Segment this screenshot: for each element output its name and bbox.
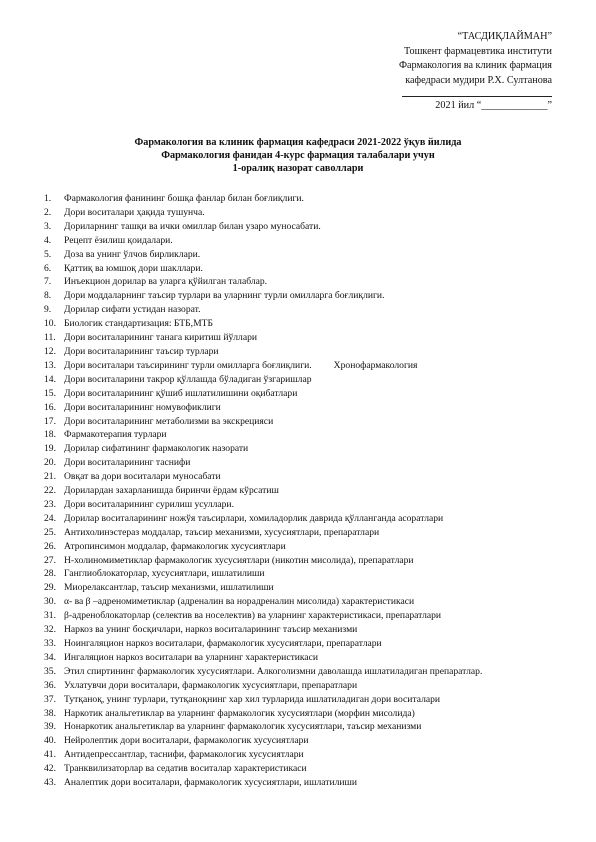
list-item bbox=[44, 303, 552, 317]
question-text bbox=[64, 248, 552, 262]
title-line-2: Фармакология фанидан 4-курс фармация талабалари учун bbox=[161, 150, 435, 161]
question-number: 15. bbox=[44, 387, 56, 399]
question-text-main: Н-холиномиметиклар фармакологик хусусиятлари (никотин мисолида), препаратлари bbox=[64, 554, 414, 566]
question-number: 33. bbox=[44, 638, 56, 649]
list-item bbox=[44, 470, 552, 484]
question-number: 1. bbox=[44, 193, 52, 204]
list-item bbox=[44, 595, 552, 609]
question-text-main: Дори воситаларини такрор қўллашда бўладиган ўзгаришлар bbox=[64, 373, 312, 385]
question-text-main: Дори воситаларининг сурилиш усуллари. bbox=[64, 498, 234, 510]
question-number: 5. bbox=[44, 248, 52, 260]
question-text-main: Транквилизаторлар ва седатив воситалар характеристикаси bbox=[64, 763, 307, 775]
list-item bbox=[44, 428, 552, 442]
question-text bbox=[64, 623, 552, 637]
question-text-main: Дорилар сифатининг фармакологик назорати bbox=[64, 443, 249, 455]
list-item bbox=[44, 373, 552, 387]
question-text-main: Дориларнинг ташқи ва ички омиллар билан узаро муносабати. bbox=[64, 220, 321, 232]
question-text-main: Дори воситаларининг танага киритиш йўллари bbox=[64, 332, 258, 344]
question-text-main: Овқат ва дори воситалари муносабати bbox=[64, 471, 221, 483]
question-text-main: Ухлатувчи дори воситалари, фармакологик хусусиятлари, препаратлари bbox=[64, 679, 358, 691]
question-number: 26. bbox=[44, 540, 56, 552]
question-text bbox=[64, 679, 552, 693]
question-text bbox=[64, 554, 552, 568]
list-item bbox=[44, 707, 552, 721]
question-text bbox=[64, 484, 552, 498]
question-text-main: Дори воситаларининг қўшиб ишлатилишини оқибатлари bbox=[64, 387, 298, 399]
question-text bbox=[64, 275, 552, 289]
question-number: 32. bbox=[44, 624, 56, 636]
question-number: 9. bbox=[44, 304, 52, 316]
question-text-main: Дори моддаларнинг таъсир турлари ва уларнинг турли омилларга боғлиқлиги. bbox=[64, 290, 385, 302]
question-number: 34. bbox=[44, 651, 56, 663]
list-item bbox=[44, 665, 552, 679]
question-text bbox=[64, 651, 552, 665]
question-number: 22. bbox=[44, 485, 56, 497]
question-text-main: Аналептик дори воситалари, фармакологик хусусиятлари, ишлатилиши bbox=[64, 777, 358, 789]
question-text-main: Антидепрессантлар, таснифи, фармакологик хусусиятлари bbox=[64, 749, 304, 761]
list-item bbox=[44, 192, 552, 206]
list-item bbox=[44, 679, 552, 693]
question-number: 8. bbox=[44, 290, 52, 302]
question-text-main: β-адреноблокаторлар (селектив ва носелектив) ва уларнинг характеристикаси, препаратлари bbox=[64, 610, 442, 622]
list-item bbox=[44, 651, 552, 665]
question-text bbox=[64, 234, 552, 248]
question-number: 40. bbox=[44, 735, 56, 747]
list-item bbox=[44, 526, 552, 540]
question-text bbox=[64, 609, 552, 623]
question-text bbox=[64, 401, 552, 415]
list-item bbox=[44, 234, 552, 248]
approval-department: Фармакология ва клиник фармация bbox=[398, 60, 552, 71]
question-text-main: Ноингаляцион наркоз воситалари, фармакологик хусусиятлари, препаратлари bbox=[64, 638, 382, 649]
question-text-main: Ингаляцион наркоз воситалари ва уларнинг характеристикаси bbox=[64, 651, 319, 663]
question-text bbox=[64, 456, 552, 470]
list-item bbox=[44, 206, 552, 220]
approval-head: кафедраси мудири Р.Х. Султанова bbox=[405, 74, 552, 86]
list-item bbox=[44, 415, 552, 429]
question-text-main: Дорилар сифати устидан назорат. bbox=[64, 304, 201, 316]
question-text bbox=[64, 387, 552, 401]
question-text-main: Атропинсимон моддалар, фармакологик хусусиятлари bbox=[64, 540, 286, 552]
question-text-main: Антихолинэстераз моддалар, таъсир механизми, хусусиятлари, препаратлари bbox=[64, 526, 380, 538]
question-text-main: Дори воситаларининг номувофиклиги bbox=[64, 401, 221, 413]
list-item bbox=[44, 762, 552, 776]
question-number: 4. bbox=[44, 234, 52, 246]
question-number: 39. bbox=[44, 721, 56, 733]
question-number: 31. bbox=[44, 610, 56, 622]
list-item bbox=[44, 567, 552, 581]
question-number: 37. bbox=[44, 693, 56, 705]
question-text bbox=[64, 665, 552, 679]
question-text bbox=[64, 637, 552, 651]
approval-date: 2021 йил “_____________” bbox=[435, 100, 552, 111]
list-item bbox=[44, 484, 552, 498]
question-text-main: Наркоз ва унинг босқичлари, наркоз воситаларининг таъсир механизми bbox=[64, 624, 358, 636]
question-text-main: Фармакология фанининг бошқа фанлар билан боғлиқлиги. bbox=[64, 193, 304, 204]
question-text bbox=[64, 748, 552, 762]
question-number: 11. bbox=[44, 332, 56, 344]
list-item bbox=[44, 220, 552, 234]
question-number: 30. bbox=[44, 596, 56, 608]
list-item bbox=[44, 387, 552, 401]
list-item bbox=[44, 275, 552, 289]
question-number: 16. bbox=[44, 401, 56, 413]
question-text-main: Этил спиртининг фармакологик хусусиятлари. Алкоголизмни даволашда ишлатиладиган препаратлар. bbox=[64, 665, 483, 677]
question-text bbox=[64, 373, 552, 387]
question-number: 12. bbox=[44, 345, 56, 357]
question-number: 25. bbox=[44, 526, 56, 538]
question-number: 21. bbox=[44, 471, 56, 483]
approval-heading: “ТАСДИҚЛАЙМАН” bbox=[457, 31, 552, 42]
document-title bbox=[60, 136, 536, 175]
list-item bbox=[44, 776, 552, 790]
question-number: 3. bbox=[44, 220, 52, 232]
question-number: 13. bbox=[44, 359, 56, 371]
question-number: 19. bbox=[44, 443, 56, 455]
question-number: 27. bbox=[44, 554, 56, 566]
question-text bbox=[64, 776, 552, 790]
question-number: 17. bbox=[44, 415, 56, 427]
question-text bbox=[64, 693, 552, 707]
question-text-main: Ганглиоблокаторлар, хусусиятлари, ишлатилиши bbox=[64, 568, 265, 580]
question-number: 24. bbox=[44, 512, 56, 524]
title-line-3: 1-оралиқ назорат саволлари bbox=[232, 163, 364, 174]
question-number: 35. bbox=[44, 665, 56, 677]
question-text bbox=[64, 540, 552, 554]
question-text bbox=[64, 317, 552, 331]
question-text bbox=[64, 428, 552, 442]
list-item bbox=[44, 498, 552, 512]
question-number: 10. bbox=[44, 318, 56, 330]
list-item bbox=[44, 554, 552, 568]
question-text-main: Наркотик анальгетиклар ва уларнинг фармакологик хусусиятлари (морфин мисолида) bbox=[64, 707, 415, 719]
question-text-main: Доза ва унинг ўлчов бирликлари. bbox=[64, 248, 201, 260]
question-text bbox=[64, 359, 552, 373]
question-text-main: Рецепт ёзилиш қоидалари. bbox=[64, 234, 173, 246]
question-text-main: Фармакотерапия турлари bbox=[64, 429, 167, 441]
question-text bbox=[64, 581, 552, 595]
question-text bbox=[64, 206, 552, 220]
question-number: 6. bbox=[44, 262, 52, 274]
list-item bbox=[44, 609, 552, 623]
list-item bbox=[44, 345, 552, 359]
question-number: 23. bbox=[44, 498, 56, 510]
title-line-1: Фармакология ва клиник фармация кафедраси 2021-2022 ўқув йилида bbox=[134, 137, 462, 148]
question-text bbox=[64, 331, 552, 345]
question-text bbox=[64, 470, 552, 484]
question-text bbox=[64, 720, 552, 734]
list-item bbox=[44, 331, 552, 345]
list-item bbox=[44, 456, 552, 470]
list-item bbox=[44, 581, 552, 595]
list-item bbox=[44, 623, 552, 637]
list-item bbox=[44, 512, 552, 526]
list-item bbox=[44, 734, 552, 748]
signature-line bbox=[402, 88, 552, 97]
question-text-main: Нонаркотик анальгетиклар ва уларнинг фармакологик хусусиятлари, таъсир механизми bbox=[64, 721, 422, 733]
question-text-main: Дорилар воситаларининг ножўя таъсирлари, хомиладорлик даврида қўлланганда асоратлари bbox=[64, 512, 444, 524]
list-item bbox=[44, 442, 552, 456]
question-text-main: Дори воситаларининг таснифи bbox=[64, 457, 191, 469]
question-number: 41. bbox=[44, 749, 56, 761]
question-text-main: Биологик стандартизация: БТБ,МТБ bbox=[64, 318, 213, 330]
question-number: 36. bbox=[44, 679, 56, 691]
list-item bbox=[44, 540, 552, 554]
question-text bbox=[64, 220, 552, 234]
question-text bbox=[64, 192, 552, 206]
question-text-main: α- ва β –адреномиметиклар (адреналин ва норадреналин мисолида) характеристикаси bbox=[64, 596, 415, 608]
question-text-main: Дори воситалари ҳақида тушунча. bbox=[64, 206, 205, 218]
question-text-main: Дорилардан захарланишда биринчи ёрдам кўрсатиш bbox=[64, 485, 279, 497]
list-item bbox=[44, 401, 552, 415]
question-text bbox=[64, 512, 552, 526]
list-item bbox=[44, 317, 552, 331]
list-item bbox=[44, 248, 552, 262]
question-number: 29. bbox=[44, 582, 56, 594]
list-item bbox=[44, 637, 552, 651]
question-text bbox=[64, 442, 552, 456]
question-text-main: Қаттиқ ва юмшоқ дори шакллари. bbox=[64, 262, 203, 274]
approval-block bbox=[322, 30, 552, 114]
question-number: 20. bbox=[44, 457, 56, 469]
question-number: 18. bbox=[44, 429, 56, 441]
list-item bbox=[44, 748, 552, 762]
question-text-main: Дори воситалари таъсирининг турли омилларга боғлиқлиги. bbox=[64, 359, 312, 371]
question-extra: Хронофармакология bbox=[333, 359, 418, 371]
question-number: 2. bbox=[44, 206, 52, 218]
question-text bbox=[64, 707, 552, 721]
question-text bbox=[64, 762, 552, 776]
question-text bbox=[64, 345, 552, 359]
list-item bbox=[44, 262, 552, 276]
question-number: 7. bbox=[44, 276, 52, 288]
question-text bbox=[64, 415, 552, 429]
question-text-main: Нейролептик дори воситалари, фармакологик хусусиятлари bbox=[64, 735, 309, 747]
question-text bbox=[64, 526, 552, 540]
question-text bbox=[64, 595, 552, 609]
question-text-main: Тутқаноқ, унинг турлари, тутқаноқнинг хар хил турларида ишлатиладиган дори воситалари bbox=[64, 693, 441, 705]
question-text bbox=[64, 262, 552, 276]
question-text bbox=[64, 289, 552, 303]
question-number: 42. bbox=[44, 763, 56, 775]
question-text bbox=[64, 734, 552, 748]
list-item bbox=[44, 693, 552, 707]
question-number: 43. bbox=[44, 777, 56, 789]
question-text bbox=[64, 303, 552, 317]
question-number: 28. bbox=[44, 568, 56, 580]
question-text-main: Дори воситаларининг таъсир турлари bbox=[64, 345, 219, 357]
list-item bbox=[44, 289, 552, 303]
question-text bbox=[64, 498, 552, 512]
question-number: 14. bbox=[44, 373, 56, 385]
question-text bbox=[64, 567, 552, 581]
list-item bbox=[44, 359, 552, 373]
question-text-main: Дори воситаларининг метаболизми ва экскрецияси bbox=[64, 415, 274, 427]
list-item bbox=[44, 720, 552, 734]
question-text-main: Миорелаксантлар, таъсир механизми, ишлатилиши bbox=[64, 582, 274, 594]
approval-institute: Тошкент фармацевтика институти bbox=[404, 45, 552, 57]
question-list bbox=[44, 192, 552, 790]
question-number: 38. bbox=[44, 707, 56, 719]
question-text-main: Инъекцион дорилар ва уларга қўйилган талаблар. bbox=[64, 276, 268, 288]
